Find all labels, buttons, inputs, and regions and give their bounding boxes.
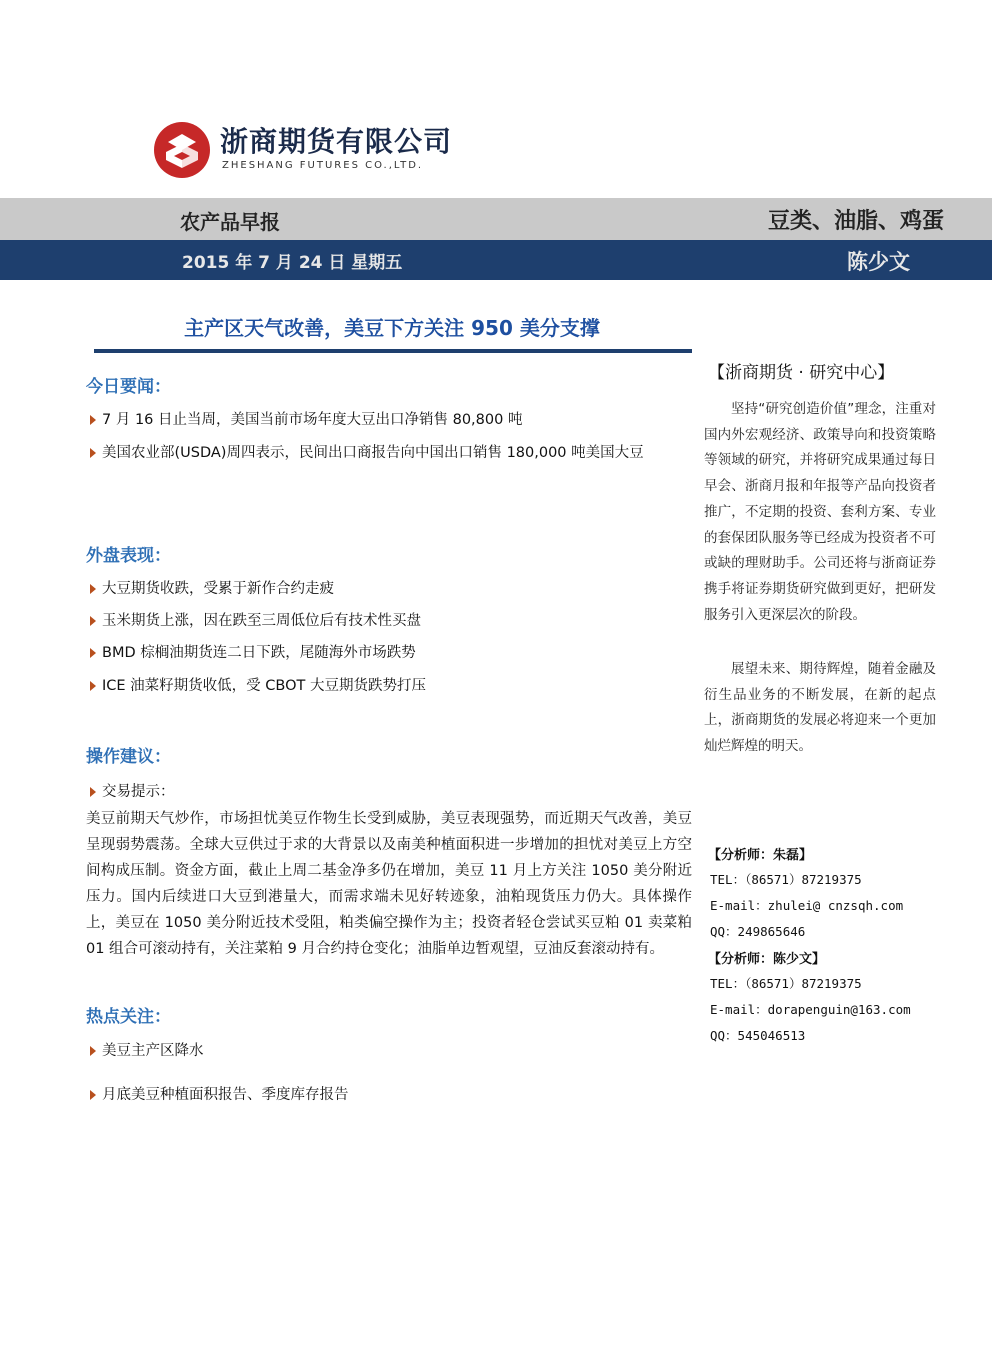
triangle-bullet-icon	[90, 616, 96, 626]
list-item: 美豆主产区降水	[90, 1036, 690, 1067]
analyst-tel: TEL：（86571）87219375	[710, 976, 862, 991]
analyst-qq: QQ：249865646	[710, 924, 806, 939]
list-item: 月底美豆种植面积报告、季度库存报告	[90, 1080, 690, 1111]
company-name-en: ZHESHANG FUTURES CO.,LTD.	[222, 160, 424, 171]
trade-tip-label: 交易提示：	[90, 777, 690, 808]
analyst-email: E-mail：dorapenguin@163.com	[710, 1002, 911, 1017]
triangle-bullet-icon	[90, 648, 96, 658]
report-date: 2015 年 7 月 24 日 星期五	[182, 253, 403, 273]
section-title-focus: 热点关注：	[86, 1007, 171, 1027]
triangle-bullet-icon	[90, 584, 96, 594]
triangle-bullet-icon	[90, 415, 96, 425]
sidebar-heading: 【浙商期货 · 研究中心】	[708, 363, 895, 383]
header-band-blue	[0, 240, 992, 280]
triangle-bullet-icon	[90, 1090, 96, 1100]
sidebar-paragraph: 坚持“研究创造价值”理念，注重对国内外宏观经济、政策导向和投资策略等领域的研究，并将研究成果通过每日早会、浙商月报和年报等产品向投资者推广，不定期的投资、套利方案、专业的套保团队服务等已经成为投资者不可或缺的理财助手。公司还将与浙商证券携手将证券期货研究做到更好，把研发服务引入更深层次的阶段。	[704, 401, 936, 623]
list-item: BMD 棕榈油期货连二日下跌，尾随海外市场跌势	[90, 638, 690, 669]
company-name-cn: 浙商期货有限公司	[220, 125, 453, 158]
section-title-external: 外盘表现：	[86, 546, 171, 566]
triangle-bullet-icon	[90, 448, 96, 458]
sidebar-paragraph: 展望未来、期待辉煌，随着金融及衍生品业务的不断发展，在新的起点上，浙商期货的发展必将迎来一个更加灿烂辉煌的明天。	[704, 661, 936, 755]
report-categories: 豆类、油脂、鸡蛋	[767, 209, 944, 234]
triangle-bullet-icon	[90, 1046, 96, 1056]
triangle-bullet-icon	[90, 681, 96, 691]
author-name: 陈少文	[847, 250, 910, 274]
list-item: ICE 油菜籽期货收低，受 CBOT 大豆期货跌势打压	[90, 671, 690, 702]
list-item: 美国农业部(USDA)周四表示，民间出口商报告向中国出口销售 180,000 吨美国大豆	[90, 437, 690, 470]
page-title: 主产区天气改善，美豆下方关注 950 美分支撑	[184, 316, 600, 340]
list-item: 玉米期货上涨，因在跌至三周低位后有技术性买盘	[90, 606, 690, 637]
company-logo-icon	[152, 120, 212, 180]
triangle-bullet-icon	[90, 787, 96, 797]
analyst-qq: QQ：545046513	[710, 1028, 806, 1043]
list-item: 7 月 16 日止当周，美国当前市场年度大豆出口净销售 80,800 吨	[90, 405, 690, 436]
report-type: 农产品早报	[180, 210, 280, 234]
section-title-today: 今日要闻：	[86, 377, 171, 397]
analyst-tel: TEL：（86571）87219375	[710, 872, 862, 887]
analyst-email: E-mail：zhulei@ cnzsqh.com	[710, 898, 904, 913]
analyst-heading: 【分析师：陈少文】	[708, 952, 826, 967]
title-divider	[94, 349, 692, 353]
section-title-advice: 操作建议：	[86, 747, 171, 767]
advice-body: 美豆前期天气炒作，市场担忧美豆作物生长受到威胁，美豆表现强势，而近期天气改善，美豆呈现弱势震荡。全球大豆供过于求的大背景以及南美种植面积进一步增加的担忧对美豆上方空间构成压制。资金方面，截止上周二基金净多仍在增加，美豆 11 月上方关注 1050 美分附近压力。国内后续进口大豆到港量大，而需求端未见好转迹象，油粕现货压力仍大。具体操作上，美豆在 1050 美分附近技术受阻，粕类偏空操作为主；投资者轻仓尝试买豆粕 01 卖菜粕 01 组合可滚动持有，关注菜粕 9 月合约持仓变化；油脂单边暂观望，豆油反套滚动持有。	[86, 811, 692, 957]
analyst-heading: 【分析师：朱磊】	[708, 848, 813, 863]
list-item: 大豆期货收跌，受累于新作合约走疲	[90, 574, 690, 605]
